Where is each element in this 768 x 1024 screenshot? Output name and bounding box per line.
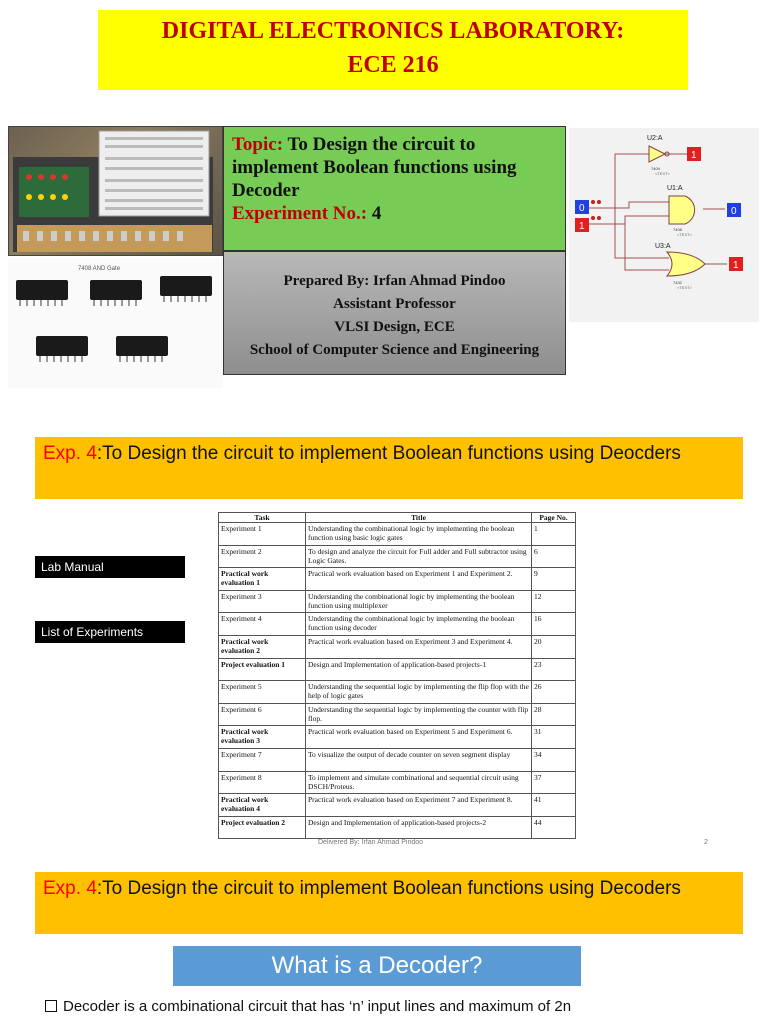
table-row [219, 748, 576, 771]
task-cell: Experiment 7 [219, 748, 306, 771]
title-cell: Design and Implementation of application-based projects-2 [306, 816, 532, 839]
exp-prefix: Exp. [43, 443, 82, 464]
title-cell: Practical work evaluation based on Experiment 3 and Experiment 4. [306, 635, 532, 658]
table-row [219, 658, 576, 681]
list-of-experiments-label: List of Experiments [35, 621, 185, 643]
page-cell: 28 [532, 703, 576, 726]
what-is-decoder-heading: What is a Decoder? [173, 946, 581, 986]
output-or-value: 1 [733, 260, 739, 271]
topic-text: To Design the circuit to implement Boolean functions using Decoder [232, 134, 517, 201]
input-b-value: 1 [579, 221, 585, 232]
header-title: Title [306, 513, 532, 523]
title-cell: Understanding the sequential logic by implementing the counter with flip flop. [306, 703, 532, 726]
task-cell: Experiment 1 [219, 523, 306, 546]
experiment-label: Experiment No.: [232, 203, 368, 224]
page-cell: 23 [532, 658, 576, 681]
not-gate [649, 146, 665, 162]
slide2-exp-header [35, 437, 743, 499]
footer-page-number: 2 [704, 839, 708, 846]
slide-title [98, 10, 688, 90]
logic-circuit-diagram [569, 128, 759, 322]
task-cell: Practical work evaluation 3 [219, 726, 306, 749]
table-row [219, 816, 576, 839]
page-cell: 44 [532, 816, 576, 839]
title-cell: To design and analyze the circuit for Full adder and Full subtractor using Logic Gates. [306, 545, 532, 568]
title-cell: Practical work evaluation based on Experiment 5 and Experiment 6. [306, 726, 532, 749]
page-cell: 16 [532, 613, 576, 636]
decoder-definition-bullet [45, 996, 765, 1018]
page-cell: 37 [532, 771, 576, 794]
task-cell: Practical work evaluation 2 [219, 635, 306, 658]
prepared-by-box [223, 251, 566, 375]
title-cell: Practical work evaluation based on Experiment 7 and Experiment 8. [306, 794, 532, 817]
title-cell: Design and Implementation of application-based projects-1 [306, 658, 532, 681]
page-cell: 20 [532, 635, 576, 658]
ic-chips-illustration [8, 258, 223, 388]
text-tag-u1: <TEXT> [677, 232, 692, 237]
table-header-row [219, 513, 576, 523]
task-cell: Experiment 2 [219, 545, 306, 568]
table-row [219, 523, 576, 546]
chips-caption: 7408 AND Gate [78, 266, 121, 272]
page-cell: 12 [532, 590, 576, 613]
page-cell: 26 [532, 681, 576, 704]
exp-prefix: Exp. [43, 878, 82, 899]
exp-number: 4 [86, 443, 97, 464]
title-cell: Understanding the sequential logic by implementing the flip flop with the help of logic gates [306, 681, 532, 704]
prepared-by: Prepared By: Irfan Ahmad Pindoo [283, 273, 506, 289]
lab-manual-label: Lab Manual [35, 556, 185, 578]
text-tag-u2: <TEXT> [655, 171, 670, 176]
ic-chips-photo [8, 258, 223, 388]
page-cell: 41 [532, 794, 576, 817]
output-not-value: 1 [691, 150, 697, 161]
exp-title: :To Design the circuit to implement Boolean functions using Decoders [96, 878, 681, 899]
input-a-value: 0 [579, 203, 585, 214]
title-cell: Understanding the combinational logic by implementing the boolean function using decoder [306, 613, 532, 636]
school: School of Computer Science and Engineering [249, 342, 540, 358]
department: VLSI Design, ECE [334, 319, 455, 335]
u2-label: U2:A [647, 135, 663, 142]
title-cell: Understanding the combinational logic by implementing the boolean function using basic logic gates [306, 523, 532, 546]
task-cell: Experiment 6 [219, 703, 306, 726]
experiments-table [218, 512, 576, 839]
table-row [219, 703, 576, 726]
trainer-kit-photo [8, 126, 223, 256]
experiment-number: 4 [371, 203, 382, 224]
title-cell: To visualize the output of decade counter on seven segment display [306, 748, 532, 771]
page-cell: 34 [532, 748, 576, 771]
table-row [219, 794, 576, 817]
u1-label: U1:A [667, 185, 683, 192]
text-tag-u3: <TEXT> [677, 285, 692, 290]
table-row [219, 545, 576, 568]
page-cell: 9 [532, 568, 576, 591]
table-row [219, 613, 576, 636]
table-row [219, 771, 576, 794]
task-cell: Project evaluation 2 [219, 816, 306, 839]
task-cell: Experiment 4 [219, 613, 306, 636]
table-row [219, 590, 576, 613]
exp-number: 4 [86, 878, 97, 899]
topic-box [223, 126, 566, 251]
page-cell: 6 [532, 545, 576, 568]
title-cell: Understanding the combinational logic by implementing the boolean function using multiplexer [306, 590, 532, 613]
trainer-kit-illustration [9, 127, 223, 256]
table-row [219, 726, 576, 749]
page-cell: 31 [532, 726, 576, 749]
part-7408: 7408 [673, 227, 682, 232]
task-cell: Experiment 8 [219, 771, 306, 794]
and-gate [669, 196, 695, 224]
task-cell: Experiment 5 [219, 681, 306, 704]
title-line-1: DIGITAL ELECTRONICS LABORATORY: [161, 18, 625, 44]
bullet-text: Decoder is a combinational circuit that has ‘n’ input lines and maximum of 2n [63, 998, 572, 1015]
designation: Assistant Professor [333, 296, 456, 312]
part-7404: 7404 [651, 166, 660, 171]
header-page: Page No. [532, 513, 576, 523]
circuit-schematic [569, 128, 759, 322]
task-cell: Project evaluation 1 [219, 658, 306, 681]
title-cell: Practical work evaluation based on Experiment 1 and Experiment 2. [306, 568, 532, 591]
part-7432: 7432 [673, 280, 682, 285]
task-cell: Practical work evaluation 4 [219, 794, 306, 817]
or-gate [667, 252, 705, 276]
task-cell: Practical work evaluation 1 [219, 568, 306, 591]
table-row [219, 635, 576, 658]
exp-title: :To Design the circuit to implement Boolean functions using Deocders [96, 443, 681, 464]
page-cell: 1 [532, 523, 576, 546]
u3-label: U3:A [655, 243, 671, 250]
table-row [219, 568, 576, 591]
output-and-value: 0 [731, 206, 737, 217]
slide3-exp-header [35, 872, 743, 934]
topic-label: Topic: [232, 134, 284, 155]
task-cell: Experiment 3 [219, 590, 306, 613]
header-task: Task [219, 513, 306, 523]
table-row [219, 681, 576, 704]
checkbox-bullet-icon [45, 1000, 57, 1012]
title-line-2: ECE 216 [347, 52, 439, 78]
footer-delivered-by: Delivered By: Irfan Ahmad Pindoo [318, 839, 424, 846]
title-cell: To implement and simulate combinational and sequential circuit using DSCH/Proteus. [306, 771, 532, 794]
